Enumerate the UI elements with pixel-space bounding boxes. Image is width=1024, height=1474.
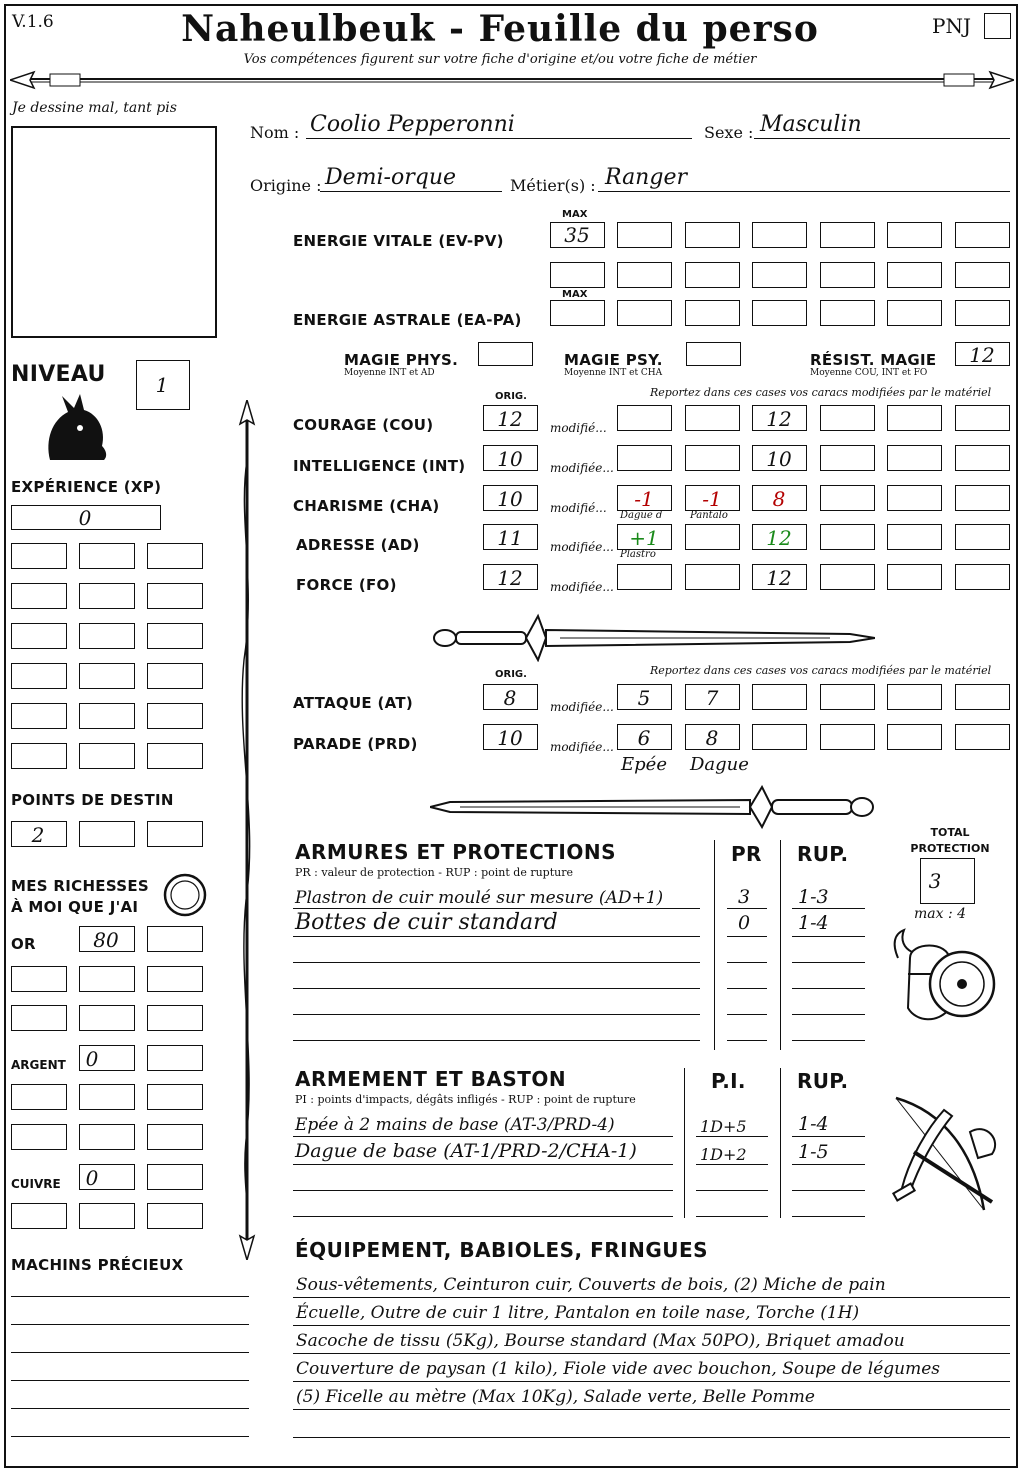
at-mod-box[interactable] (955, 684, 1010, 710)
stat-modif-label: modifié... (550, 421, 607, 435)
ea-box[interactable] (685, 300, 740, 326)
stat-mod-value: -1 (702, 487, 722, 511)
stat-mod-box[interactable] (955, 524, 1010, 550)
equipment-rule (293, 1381, 1010, 1382)
argent-value: 0 (85, 1047, 99, 1071)
armor-line[interactable] (792, 1014, 865, 1015)
armor-line[interactable] (727, 988, 767, 989)
xp-tally-box[interactable] (147, 743, 203, 769)
armor-item-rup[interactable]: 1-4 (798, 912, 829, 934)
at-mod-box[interactable] (685, 684, 740, 710)
richesses-label-2: À MOI QUE J'AI (11, 898, 139, 916)
stat-mod-box[interactable] (617, 564, 672, 590)
spear-divider-icon (10, 66, 1014, 92)
armor-line (293, 908, 700, 909)
stat-label-cou: COURAGE (COU) (293, 416, 434, 434)
weapon-col-1: Epée (621, 754, 667, 775)
xp-tally-box[interactable] (11, 623, 67, 649)
attaque-label: ATTAQUE (AT) (293, 694, 414, 712)
at-mod-box[interactable] (752, 684, 807, 710)
ea-box[interactable] (617, 300, 672, 326)
stat-mod-box[interactable] (887, 405, 942, 431)
destin-label: POINTS DE DESTIN (11, 791, 174, 809)
ea-label: ENERGIE ASTRALE (EA-PA) (293, 311, 522, 329)
argent-box[interactable] (11, 1084, 67, 1110)
machins-line[interactable] (11, 1408, 249, 1409)
argent-box[interactable] (147, 1124, 203, 1150)
resist-magie-box[interactable] (955, 342, 1010, 366)
armor-rup-header: RUP. (797, 842, 849, 866)
argent-box[interactable] (147, 1045, 203, 1071)
armor-item-pr[interactable]: 3 (738, 886, 751, 908)
stat-mod-box[interactable] (685, 564, 740, 590)
report-note: Reportez dans ces cases vos caracs modifiées par le matériel (650, 386, 992, 399)
ea-box[interactable] (955, 300, 1010, 326)
helmet-shield-icon (888, 928, 998, 1032)
armor-item-name[interactable]: Bottes de cuir standard (295, 910, 558, 935)
stat-orig-box[interactable] (483, 405, 538, 431)
stat-orig-value: 10 (497, 487, 523, 511)
weapons-divider (684, 1068, 685, 1218)
xp-tally-box[interactable] (147, 543, 203, 569)
ev-box[interactable] (685, 222, 740, 248)
weapons-rup-header: RUP. (797, 1069, 849, 1093)
weapons-divider (780, 1068, 781, 1218)
armor-line[interactable] (293, 988, 700, 989)
weapon-line[interactable] (293, 1190, 673, 1191)
stat-mod-box[interactable] (617, 524, 672, 550)
ea-max-label: MAX (562, 289, 588, 300)
weapon-line[interactable] (696, 1190, 768, 1191)
stat-orig-box[interactable] (483, 564, 538, 590)
stat-mod-box[interactable] (887, 485, 942, 511)
orig-label: ORIG. (495, 391, 527, 402)
magie-psy-box[interactable] (686, 342, 741, 366)
stat-mod-box[interactable] (820, 524, 875, 550)
prd-mod-box[interactable] (820, 724, 875, 750)
total-protection-label-2: PROTECTION (910, 842, 990, 855)
weapons-bundle-icon (884, 1092, 1004, 1216)
stat-mod-box[interactable] (685, 445, 740, 471)
pnj-checkbox[interactable] (984, 13, 1011, 39)
weapon-item-rup[interactable]: 1-4 (798, 1113, 829, 1135)
sexe-field[interactable]: Masculin (760, 112, 862, 137)
pnj-label: PNJ (932, 14, 971, 38)
ev-box[interactable] (617, 262, 672, 288)
stat-mod-box[interactable] (752, 485, 807, 511)
stat-mod-box[interactable] (752, 445, 807, 471)
prd-mod-box[interactable] (752, 724, 807, 750)
sexe-line (754, 138, 1010, 139)
weapon-item-pi[interactable]: 1D+2 (700, 1145, 747, 1164)
equipment-rule[interactable] (293, 1437, 1010, 1438)
version-label: V.1.6 (12, 12, 54, 32)
equipment-title: ÉQUIPEMENT, BABIOLES, FRINGUES (295, 1238, 709, 1262)
niveau-box[interactable] (136, 360, 190, 410)
stat-mod-box[interactable] (887, 564, 942, 590)
armor-line[interactable] (727, 1040, 767, 1041)
stat-mod-box[interactable] (820, 485, 875, 511)
portrait-caption: Je dessine mal, tant pis (12, 100, 177, 116)
machins-line[interactable] (11, 1436, 249, 1437)
sword-icon (430, 612, 875, 662)
cuivre-box[interactable] (79, 1164, 135, 1190)
weapon-line (792, 1164, 865, 1165)
total-protection-max: max : 4 (914, 906, 967, 922)
ev-box[interactable] (887, 222, 942, 248)
stat-mod-box[interactable] (820, 564, 875, 590)
armor-line (293, 936, 700, 937)
stat-mod-box[interactable] (752, 405, 807, 431)
argent-box[interactable] (11, 1124, 67, 1150)
weapon-line (696, 1136, 768, 1137)
xp-tally-box[interactable] (11, 663, 67, 689)
or-box[interactable] (79, 926, 135, 952)
equipment-line[interactable]: Écuelle, Outre de cuir 1 litre, Pantalon en toile nase, Torche (1H) (296, 1303, 860, 1323)
xp-tally-box[interactable] (79, 663, 135, 689)
destin-box[interactable] (11, 821, 67, 847)
at-modif-label: modifiée... (550, 700, 614, 714)
armor-line[interactable] (727, 962, 767, 963)
stat-mod-box[interactable] (955, 405, 1010, 431)
stat-label-cha: CHARISME (CHA) (293, 497, 440, 515)
or-label: OR (11, 935, 36, 953)
spear-vertical-icon (232, 400, 262, 1260)
destin-box[interactable] (79, 821, 135, 847)
armor-line[interactable] (727, 1014, 767, 1015)
resist-magie-label: RÉSIST. MAGIE (810, 351, 937, 369)
equipment-rule (293, 1353, 1010, 1354)
magie-phys-note: Moyenne INT et AD (344, 368, 435, 378)
at-mod-box[interactable] (820, 684, 875, 710)
total-protection-value: 3 (928, 869, 942, 893)
xp-tally-box[interactable] (11, 543, 67, 569)
metier-label: Métier(s) : (510, 176, 596, 195)
stat-orig-box[interactable] (483, 445, 538, 471)
origine-label: Origine : (250, 176, 322, 195)
or-box[interactable] (147, 1005, 203, 1031)
ev-box[interactable] (752, 222, 807, 248)
stat-mod-box[interactable] (617, 405, 672, 431)
cuivre-label: CUIVRE (11, 1177, 61, 1191)
argent-box[interactable] (79, 1124, 135, 1150)
at-mod-value: 7 (705, 686, 719, 710)
weapon-line[interactable] (293, 1216, 673, 1217)
stat-mod-box[interactable] (887, 445, 942, 471)
armor-line (792, 936, 865, 937)
prd-mod-value: 6 (637, 726, 651, 750)
dragon-icon (40, 390, 110, 465)
stat-mod-box[interactable] (752, 564, 807, 590)
machins-line[interactable] (11, 1380, 249, 1381)
stat-orig-box[interactable] (483, 524, 538, 550)
xp-tally-box[interactable] (11, 583, 67, 609)
armor-note: PR : valeur de protection - RUP : point de rupture (295, 866, 573, 879)
stat-label-ad: ADRESSE (AD) (296, 536, 420, 554)
parade-label: PARADE (PRD) (293, 735, 418, 753)
cuivre-value: 0 (85, 1166, 99, 1190)
weapon-line (293, 1136, 673, 1137)
sexe-label: Sexe : (704, 123, 754, 142)
stat-mod-box[interactable] (820, 405, 875, 431)
at-mod-box[interactable] (887, 684, 942, 710)
stat-orig-value: 11 (497, 526, 523, 550)
armor-line[interactable] (792, 962, 865, 963)
argent-box[interactable] (147, 1084, 203, 1110)
origine-line (320, 191, 502, 192)
armor-line (727, 908, 767, 909)
machins-precieux-label: MACHINS PRÉCIEUX (11, 1256, 184, 1274)
equipment-line[interactable]: Sacoche de tissu (5Kg), Bourse standard (Max 50PO), Briquet amadou (296, 1331, 905, 1351)
prd-mod-box[interactable] (955, 724, 1010, 750)
weapon-item-name[interactable]: Dague de base (AT-1/PRD-2/CHA-1) (295, 1140, 637, 1162)
resist-magie-value: 12 (969, 343, 995, 367)
armor-line[interactable] (293, 1014, 700, 1015)
or-value: 80 (93, 928, 119, 952)
stat-orig-value: 12 (497, 407, 523, 431)
note-plastro: Plastro (620, 549, 656, 560)
stat-modif-label: modifiée... (550, 540, 614, 554)
stat-mod-box[interactable] (752, 524, 807, 550)
destin-box[interactable] (147, 821, 203, 847)
or-box[interactable] (11, 966, 67, 992)
ev-box[interactable] (955, 262, 1010, 288)
xp-tally-box[interactable] (147, 623, 203, 649)
prd-mod-value: 8 (705, 726, 719, 750)
xp-tally-box[interactable] (79, 583, 135, 609)
armor-line[interactable] (293, 1040, 700, 1041)
ev-box[interactable] (820, 222, 875, 248)
armor-item-pr[interactable]: 0 (738, 912, 751, 934)
at-orig-box[interactable] (483, 684, 538, 710)
equipment-line[interactable]: Sous-vêtements, Ceinturon cuir, Couverts de bois, (2) Miche de pain (296, 1275, 886, 1295)
stat-modif-label: modifiée... (550, 461, 614, 475)
equipment-rule (293, 1325, 1010, 1326)
stat-mod-value: 12 (766, 566, 792, 590)
stat-modif-label: modifié... (550, 501, 607, 515)
stat-mod-box[interactable] (820, 445, 875, 471)
niveau-label: NIVEAU (11, 362, 106, 387)
nom-label: Nom : (250, 123, 300, 142)
weapon-line (792, 1136, 865, 1137)
ev-max-label: MAX (562, 209, 588, 220)
stat-orig-value: 10 (497, 447, 523, 471)
stat-orig-box[interactable] (483, 485, 538, 511)
armor-line (792, 908, 865, 909)
weapon-line (293, 1164, 673, 1165)
prd-mod-box[interactable] (617, 724, 672, 750)
or-box[interactable] (11, 1005, 67, 1031)
armor-divider (714, 840, 715, 1050)
stat-label-int: INTELLIGENCE (INT) (293, 457, 466, 475)
stat-mod-box[interactable] (955, 445, 1010, 471)
xp-tally-box[interactable] (79, 703, 135, 729)
armor-divider (780, 840, 781, 1050)
weapon-col-2: Dague (690, 754, 749, 775)
stat-mod-value: -1 (634, 487, 654, 511)
machins-line[interactable] (11, 1296, 249, 1297)
cuivre-box[interactable] (79, 1203, 135, 1229)
sheet-subtitle: Vos compétences figurent sur votre fiche d'origine et/ou votre fiche de métier (243, 52, 757, 67)
weapons-title: ARMEMENT ET BASTON (295, 1067, 567, 1091)
metier-line (598, 191, 1010, 192)
or-box[interactable] (147, 966, 203, 992)
resist-magie-note: Moyenne COU, INT et FO (810, 368, 928, 378)
or-box[interactable] (79, 966, 135, 992)
cuivre-box[interactable] (11, 1203, 67, 1229)
xp-tally-box[interactable] (79, 743, 135, 769)
xp-value: 0 (78, 506, 92, 530)
stat-mod-box[interactable] (955, 564, 1010, 590)
pr-header: PR (731, 842, 762, 866)
stat-mod-box[interactable] (685, 405, 740, 431)
argent-label: ARGENT (11, 1058, 66, 1072)
or-box[interactable] (147, 926, 203, 952)
combat-report-note: Reportez dans ces cases vos caracs modifiées par le matériel (650, 664, 992, 677)
ev-max-box[interactable] (550, 222, 605, 248)
armor-item-rup[interactable]: 1-3 (798, 886, 829, 908)
ea-max-box[interactable] (550, 300, 605, 326)
ev-box[interactable] (550, 262, 605, 288)
ev-box[interactable] (820, 262, 875, 288)
xp-tally-box[interactable] (147, 583, 203, 609)
ea-box[interactable] (752, 300, 807, 326)
armor-line[interactable] (293, 962, 700, 963)
xp-tally-box[interactable] (11, 743, 67, 769)
ev-box[interactable] (955, 222, 1010, 248)
portrait-frame[interactable] (11, 126, 217, 338)
nom-line (306, 138, 692, 139)
coin-icon (162, 872, 208, 918)
stat-mod-value: 8 (772, 487, 786, 511)
armor-line[interactable] (792, 988, 865, 989)
total-protection-box[interactable] (920, 858, 975, 904)
magie-phys-box[interactable] (478, 342, 533, 366)
xp-tally-box[interactable] (79, 623, 135, 649)
stat-label-fo: FORCE (FO) (296, 576, 397, 594)
origine-field[interactable]: Demi-orque (325, 165, 457, 190)
ev-box[interactable] (685, 262, 740, 288)
magie-psy-note: Moyenne INT et CHA (564, 368, 663, 378)
ev-label: ENERGIE VITALE (EV-PV) (293, 232, 504, 250)
stat-mod-value: 12 (766, 526, 792, 550)
armor-title: ARMURES ET PROTECTIONS (295, 840, 616, 864)
prd-modif-label: modifiée... (550, 740, 614, 754)
argent-box[interactable] (79, 1045, 135, 1071)
stat-mod-box[interactable] (887, 524, 942, 550)
armor-line[interactable] (792, 1040, 865, 1041)
ev-box[interactable] (617, 222, 672, 248)
weapon-item-name[interactable]: Epée à 2 mains de base (AT-3/PRD-4) (295, 1115, 615, 1135)
stat-mod-box[interactable] (617, 485, 672, 511)
armor-item-name[interactable]: Plastron de cuir moulé sur mesure (AD+1) (295, 888, 664, 908)
cuivre-box[interactable] (147, 1203, 203, 1229)
weapon-item-rup[interactable]: 1-5 (798, 1141, 829, 1163)
machins-line[interactable] (11, 1352, 249, 1353)
xp-tally-box[interactable] (147, 703, 203, 729)
richesses-label: MES RICHESSES (11, 877, 150, 895)
weapon-line[interactable] (696, 1216, 768, 1217)
pi-header: P.I. (711, 1069, 746, 1093)
total-protection-label: TOTAL (930, 826, 970, 839)
or-box[interactable] (79, 1005, 135, 1031)
destin-value: 2 (31, 823, 45, 847)
stat-orig-value: 12 (497, 566, 523, 590)
metier-field[interactable]: Ranger (605, 165, 687, 190)
machins-line[interactable] (11, 1324, 249, 1325)
prd-orig-box[interactable] (483, 724, 538, 750)
argent-box[interactable] (79, 1084, 135, 1110)
weapon-item-pi[interactable]: 1D+5 (700, 1117, 747, 1136)
xp-label: EXPÉRIENCE (XP) (11, 478, 162, 496)
weapons-note: PI : points d'impacts, dégâts infligés - RUP : point de rupture (295, 1093, 636, 1106)
sheet-title: Naheulbeuk - Feuille du perso (181, 8, 819, 50)
niveau-value: 1 (155, 373, 169, 397)
stat-mod-value: +1 (629, 526, 659, 550)
xp-tally-box[interactable] (147, 663, 203, 689)
xp-tally-box[interactable] (11, 703, 67, 729)
equipment-line[interactable]: (5) Ficelle au mètre (Max 10Kg), Salade verte, Belle Pomme (296, 1387, 815, 1407)
ev-box[interactable] (887, 262, 942, 288)
magie-phys-label: MAGIE PHYS. (344, 351, 459, 369)
note-dague: Dague d (620, 510, 663, 521)
xp-box[interactable] (11, 505, 161, 530)
equipment-rule (293, 1409, 1010, 1410)
stat-mod-value: 10 (766, 447, 792, 471)
weapon-line[interactable] (792, 1216, 865, 1217)
combat-orig-label: ORIG. (495, 669, 527, 680)
ea-box[interactable] (820, 300, 875, 326)
stat-mod-box[interactable] (617, 445, 672, 471)
weapon-line (696, 1164, 768, 1165)
at-mod-box[interactable] (617, 684, 672, 710)
stat-mod-box[interactable] (685, 485, 740, 511)
weapon-line[interactable] (792, 1190, 865, 1191)
sword-icon (430, 785, 875, 830)
prd-mod-box[interactable] (887, 724, 942, 750)
nom-field[interactable]: Coolio Pepperonni (310, 112, 515, 137)
ea-box[interactable] (887, 300, 942, 326)
prd-mod-box[interactable] (685, 724, 740, 750)
stat-mod-value: 12 (766, 407, 792, 431)
equipment-rule (293, 1297, 1010, 1298)
equipment-line[interactable]: Couverture de paysan (1 kilo), Fiole vide avec bouchon, Soupe de légumes (296, 1359, 940, 1379)
stat-mod-box[interactable] (685, 524, 740, 550)
ev-box[interactable] (752, 262, 807, 288)
cuivre-box[interactable] (147, 1164, 203, 1190)
stat-modif-label: modifiée... (550, 580, 614, 594)
note-pantalo: Pantalo (690, 510, 728, 521)
magie-psy-label: MAGIE PSY. (564, 351, 663, 369)
at-orig-value: 8 (503, 686, 517, 710)
armor-line (727, 936, 767, 937)
ev-max-value: 35 (564, 223, 590, 247)
xp-tally-box[interactable] (79, 543, 135, 569)
at-mod-value: 5 (637, 686, 651, 710)
stat-mod-box[interactable] (955, 485, 1010, 511)
prd-orig-value: 10 (497, 726, 523, 750)
